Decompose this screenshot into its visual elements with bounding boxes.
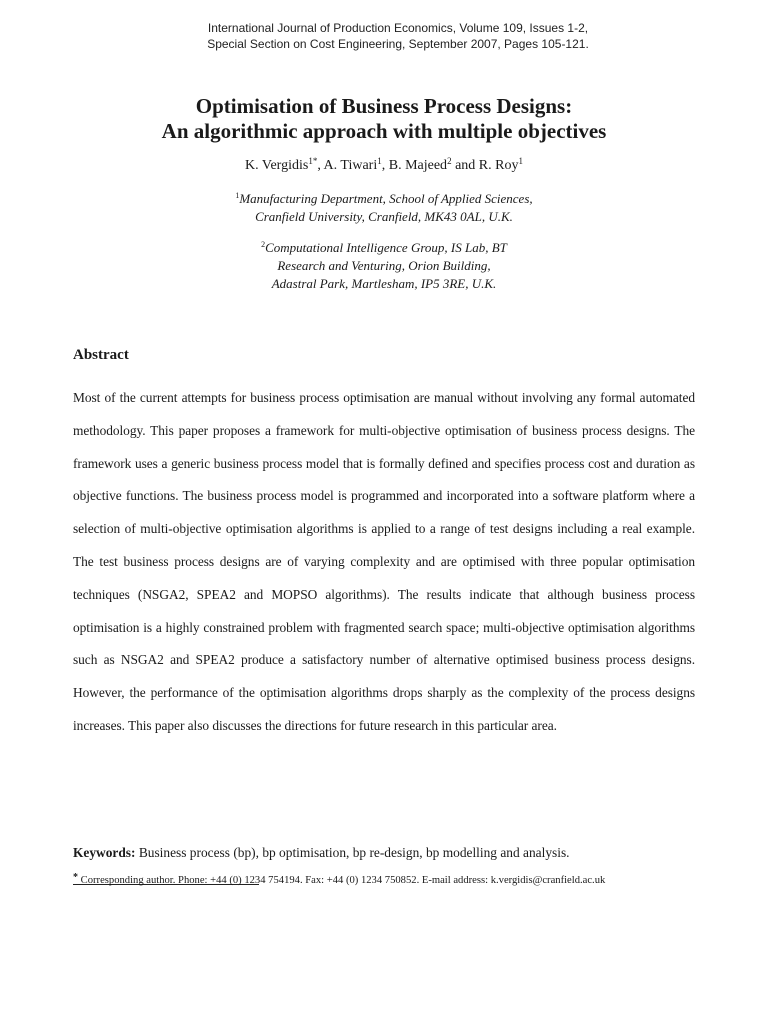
- affiliation-line: Computational Intelligence Group, IS Lab, BT: [265, 240, 507, 255]
- abstract-text: Most of the current attempts for business process optimisation are manual without involving any formal automated methodology. This paper proposes a framework for multi-objective optimisation of business process designs. The framework uses a generic business process model that is formally defined and specifies process cost and duration as objective functions. The business process model is programmed and incorporated into a software platform where a selection of multi-objective optimisation algorithms is applied to a range of test designs including a real example. The test business process designs are of varying complexity and are optimised with three popular optimisation techniques (NSGA2, SPEA2 and MOPSO algorithms). The results indicate that although business process optimisation is a highly constrained problem with fragmented search space; multi-objective optimisation algorithms such as NSGA2 and SPEA2 produce a satisfactory number of alternative optimised business process designs. However, the performance of the optimisation algorithms drops sharply as the complexity of the process designs increases. This paper also discusses the directions for future research in this particular area.: [73, 390, 695, 733]
- author-list: [0, 157, 768, 175]
- affiliation-1: [0, 190, 768, 226]
- paper-title-line: An algorithmic approach with multiple objectives: [161, 119, 607, 143]
- footnote: [73, 874, 713, 888]
- abstract-heading: Abstract: [73, 347, 129, 363]
- author-affiliation-marker: 2: [447, 156, 452, 166]
- author-affiliation-marker: 1: [377, 156, 382, 166]
- affiliation-line: Adastral Park, Martlesham, IP5 3RE, U.K.: [271, 276, 497, 291]
- keywords: [73, 843, 695, 863]
- author-name: R. Roy: [478, 158, 519, 173]
- affiliation-marker: 1: [235, 191, 240, 200]
- author-name: K. Vergidis: [245, 158, 309, 173]
- author-separator: ,: [381, 158, 389, 173]
- author-affiliation-marker: 1*: [308, 156, 318, 166]
- author-separator: ,: [317, 158, 324, 173]
- keywords-text: Business process (bp), bp optimisation, bp re-design, bp modelling and analysis.: [138, 845, 570, 860]
- author-name: B. Majeed: [388, 158, 448, 173]
- journal-reference-line: International Journal of Production Economics, Volume 109, Issues 1-2,: [207, 21, 589, 35]
- footnote-marker: *: [73, 872, 78, 883]
- journal-reference-line: Special Section on Cost Engineering, September 2007, Pages 105-121.: [207, 37, 589, 51]
- paper-title-line: Optimisation of Business Process Designs:: [195, 94, 573, 118]
- affiliation-line: Research and Venturing, Orion Building,: [277, 258, 491, 273]
- author-name: A. Tiwari: [323, 158, 378, 173]
- journal-reference: [0, 20, 768, 52]
- affiliation-marker: 2: [261, 240, 266, 249]
- keywords-label: Keywords:: [73, 845, 136, 860]
- affiliation-line: Cranfield University, Cranfield, MK43 0AL, U.K.: [255, 209, 513, 224]
- affiliation-2: [0, 239, 768, 293]
- author-affiliation-marker: 1: [518, 156, 523, 166]
- paper-title: [0, 94, 768, 144]
- footnote-text: Corresponding author. Phone: +44 (0) 1234 754194. Fax: +44 (0) 1234 750852. E-mail address: k.vergidis@cranfield.ac.uk: [80, 875, 606, 886]
- affiliation-line: Manufacturing Department, School of Applied Sciences,: [239, 191, 533, 206]
- author-separator: and: [451, 158, 479, 173]
